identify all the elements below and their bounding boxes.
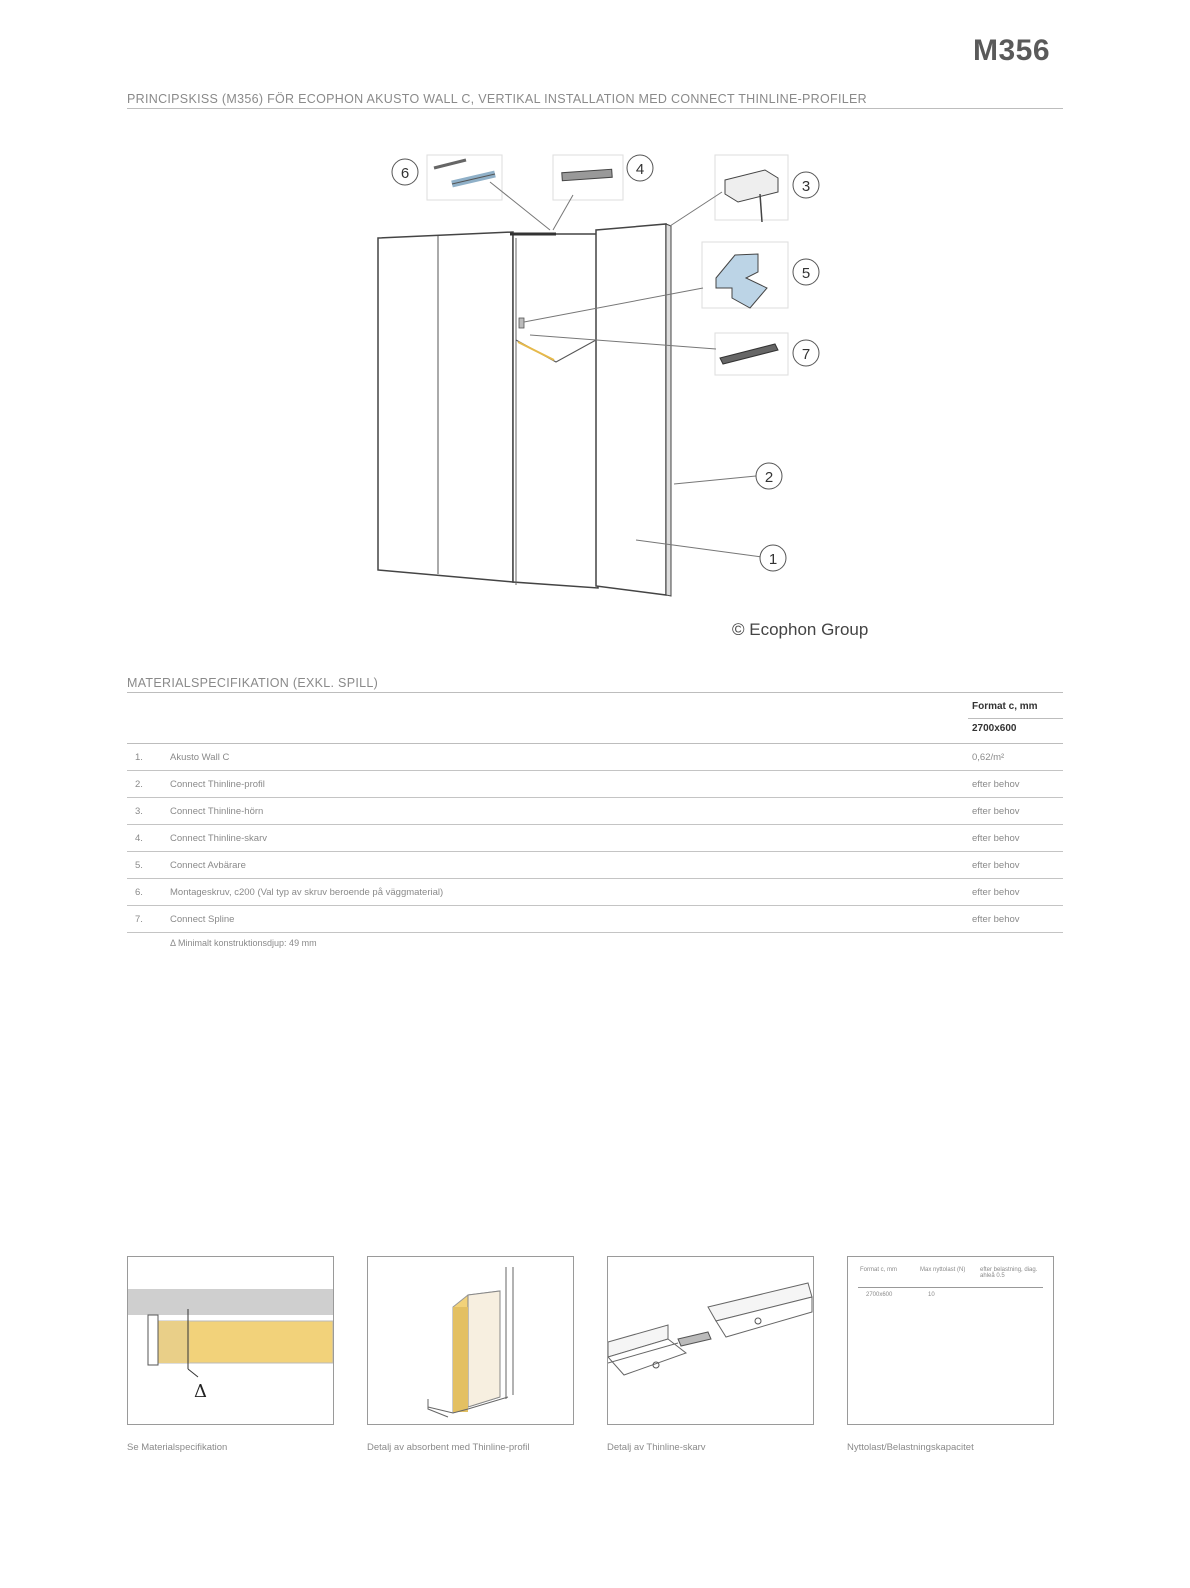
thumbnail-load-table: Format c, mm Max nyttolast (N) efter belastning, diag. ahleå 0.5 2700x600 10: [847, 1256, 1054, 1425]
table-row: 2. Connect Thinline-profil efter behov: [127, 771, 1063, 798]
part-5-absorber: [702, 242, 788, 308]
svg-text:7: 7: [801, 346, 811, 363]
table-row: 6. Montageskruv, c200 (Val typ av skruv beroende på väggmaterial) efter behov: [127, 879, 1063, 906]
material-header: MATERIALSPECIFIKATION (EXKL. SPILL): [127, 676, 1063, 693]
svg-text:2: 2: [764, 469, 774, 486]
svg-text:5: 5: [801, 265, 811, 282]
principle-header: PRINCIPSKISS (M356) FÖR ECOPHON AKUSTO WALL C, VERTIKAL INSTALLATION MED CONNECT THINLINE-PROFILER: [127, 92, 1063, 109]
callout-2: [756, 463, 782, 489]
table-row: 5. Connect Avbärare efter behov: [127, 852, 1063, 879]
table-header: [127, 695, 1063, 744]
copyright: © Ecophon Group: [732, 620, 869, 639]
wall-panels: [378, 224, 671, 596]
svg-text:4: 4: [635, 161, 645, 178]
callout-5: [793, 259, 819, 285]
middle-panel: [513, 234, 598, 588]
part-6-screw: [427, 155, 502, 200]
right-panel: [596, 224, 666, 595]
callout-6: [392, 159, 418, 185]
caption-1: Se Materialspecifikation: [127, 1442, 228, 1453]
installation-diagram: [370, 150, 890, 620]
left-panel-group: [378, 232, 513, 582]
format-value: 2700x600: [968, 718, 1063, 734]
table-row: 7. Connect Spline efter behov: [127, 906, 1063, 933]
part-3-corner: [715, 155, 788, 222]
format-label: Format c, mm: [972, 701, 1038, 712]
callout-3: [793, 172, 819, 198]
svg-text:1: 1: [768, 551, 778, 568]
callout-7: [793, 340, 819, 366]
part-7-spline: [715, 333, 788, 375]
table-row: 3. Connect Thinline-hörn efter behov: [127, 798, 1063, 825]
material-table: [127, 695, 1063, 933]
part-4-joiner: [553, 155, 623, 200]
callout-4: [627, 155, 653, 181]
svg-text:6: 6: [400, 165, 410, 182]
thumbnail-joiner: [607, 1256, 814, 1425]
svg-text:3: 3: [801, 178, 811, 195]
thumbnail-section-detail: [127, 1256, 334, 1425]
thumbnail-absorbent-profile: [367, 1256, 574, 1425]
caption-3: Detalj av Thinline-skarv: [607, 1442, 706, 1453]
depth-note: Δ Minimalt konstruktionsdjup: 49 mm: [170, 938, 317, 948]
table-row: 4. Connect Thinline-skarv efter behov: [127, 825, 1063, 852]
delta-symbol: Δ: [194, 1381, 207, 1402]
caption-2: Detalj av absorbent med Thinline-profil: [367, 1442, 530, 1453]
document-code: M356: [972, 34, 1050, 67]
caption-4: Nyttolast/Belastningskapacitet: [847, 1442, 974, 1453]
callout-1: [760, 545, 786, 571]
table-row: 1. Akusto Wall C 0,62/m²: [127, 744, 1063, 771]
